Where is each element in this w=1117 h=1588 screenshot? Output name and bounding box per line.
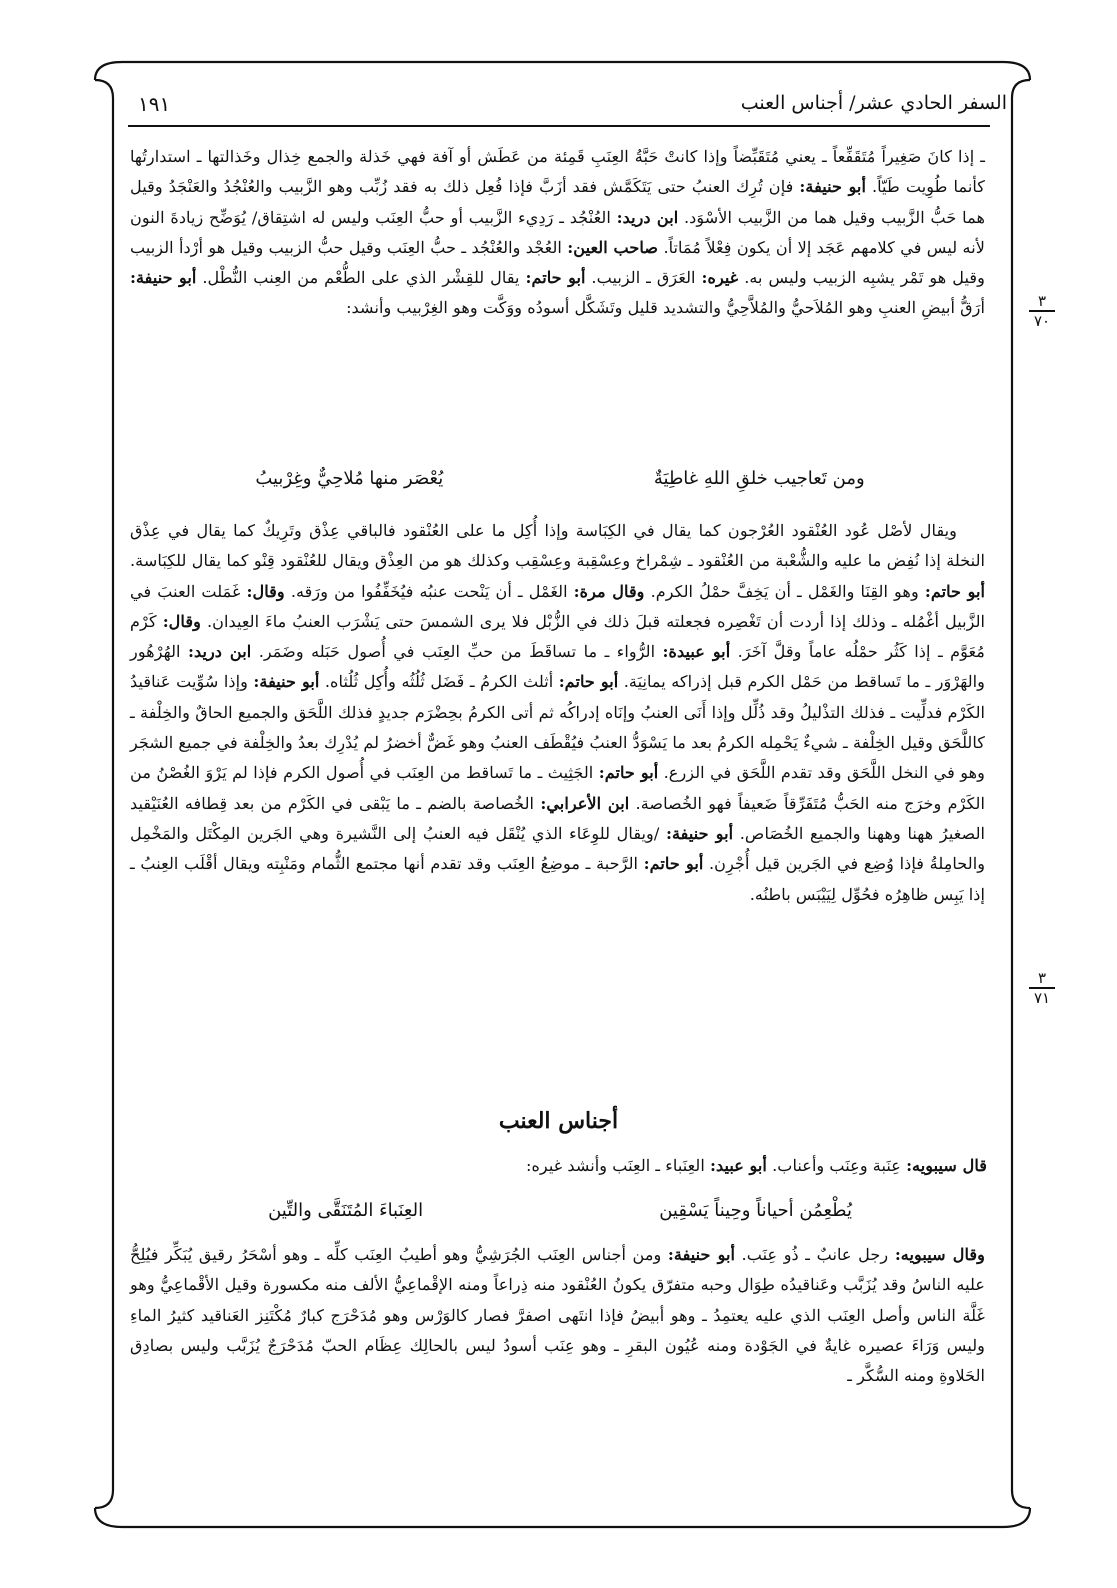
- source-name: أبو حاتم:: [924, 581, 985, 601]
- source-name: قال سيبويه:: [906, 1156, 987, 1175]
- text-segment: الرُّواء ـ ما تساقَطَ من حبِّ العِنَب في أُصول حَبَله وضَمَر.: [258, 642, 656, 662]
- source-name: وقال مرة:: [573, 581, 645, 601]
- text-segment: العُجْد والعُنْجُد ـ حبُّ العِنَب وقيل حبُّ الزبيب وقيل هو أرْدأ الزبيب وقيل هو تَمْر يشبِه الزبيب وليس به.: [130, 237, 985, 288]
- running-header-title: السفر الحادي عشر/ أجناس العنب: [740, 92, 1007, 114]
- text-segment: العِنَباء ـ العِنَب وأنشد غيره:: [525, 1156, 705, 1175]
- text-segment: الرَّحبة ـ موضِعُ العِنَب وقد تقدم أنها مجتمع الثُّمام ومَنْبِته ويقال أقْلَب العِنبُ ـ إذا يَبِس ظاهِرُه فحُوِّل لِيَيْبَس باطنُه.: [130, 854, 985, 904]
- source-name: ابن دريد:: [616, 207, 679, 227]
- folio-volume: ٣: [1037, 969, 1047, 987]
- source-name: غيره:: [701, 268, 739, 288]
- source-name: أبو حاتم:: [598, 763, 659, 783]
- text-segment: /ويقال للوِعَاء الذي يُنْقَل فيه العنبُ إلى النَّشيرة وهي الجَرين المِكْتَل والمَخْمِل والحامِلةُ فإذا وُضِع في الجَرين قيل أُجْرِن.: [130, 823, 986, 874]
- source-name: أبو حنيفة:: [799, 177, 866, 197]
- paragraph-cluster-terms: [130, 516, 985, 910]
- folio-marker: [1022, 293, 1062, 329]
- verse-hemistich-second: يُعْصَر منها مُلاحِيٌّ وغِرْبيبُ: [255, 468, 444, 489]
- text-segment: فإن تُرِك العنبُ حتى يَتَكَمَّش فقد أزَبَّ فإذا فُعِل ذلك به فقد زُبِّب وهو الزَّبيب والعُنْجُدُ والعَنْجَدُ وقيل هما حَبُّ الزَّبيب وقيل هما من الزَّبيب الأسْوَد.: [130, 177, 985, 227]
- text-segment: الخُصاصة بالضم ـ ما يَبْقى في الكَرْم من بعد قِطافه العُنَيْقيد الصغيرُ ههنا وههنا والجميع الخُصَاص.: [130, 793, 986, 843]
- verse-hemistich-first: ومن تَعاجيب خلقِ اللهِ غاطِيَةٌ: [653, 468, 865, 489]
- text-segment: الغَمْل ـ أن يَنْحت عنبُه فيُخَفِّفُوا من ورَقه.: [290, 581, 568, 601]
- text-segment: أثلث الكرمُ ـ فَضَل ثُلُثُه وأُكِل ثُلُثاه.: [324, 672, 554, 692]
- text-segment: الهُرْهُور والهَرْوَر ـ ما تَساقط من حَمْل الكرم قبل إذراكه يمانِيَة.: [130, 642, 985, 692]
- source-name: أبو حنيفة:: [130, 268, 197, 288]
- paragraph-grape-terms: [130, 142, 985, 324]
- source-name: أبو عبيد:: [710, 1156, 767, 1175]
- text-segment: وإذا سُوِّيت عَناقيدُ الكَرْم فدلِّيت ـ فذلك التذْليلُ وقد ذُلِّل وإذا أَنَى العنبُ وإنَاه إدراكُه ثم أتى الكرمُ بحِضْرَم جديدٍ فذلك اللَّحَق والجميع الحاقٌ والخِلْفة ـ كاللَّحَق وقيل الخِلْفة ـ شيءٌ يَحْمِله الكرمُ بعد ما يَسْوَدُّ العنبُ فيُقْطَف العنبُ وهو غَضٌّ أخضرُ لم يُدْرِك بعدُ والخِلْفة في جميع الشجَر وهو في النخل اللَّحَق وقد تقدم اللَّحَق في الزرع.: [130, 672, 985, 783]
- text-segment: ـ إذا كانَ صَغِيراً مُتَقَفِّعاً ـ يعني مُتَقَبِّضاً وإذا كانتْ حَبَّةُ العِنَبِ قَمِئة من عَطَش أو آفة فهي خَذلة والجمع خِذال وخَذالتها ـ استدارتُها كأنما طُوِيت طَيّاً.: [130, 147, 985, 197]
- text-segment: أرَقُّ أبيضِ العنبِ وهو المُلاَحيُّ والمُلاَّحِيُّ والتشديد قليل وتَشَكَّل أسودُه ووَكَّت وهو الغِرْبيب وأنشد:: [346, 298, 985, 318]
- poetry-verse: [150, 468, 970, 489]
- source-name: وقال:: [246, 581, 285, 601]
- source-name: أبو حنيفة:: [667, 1245, 735, 1264]
- text-segment: ومن أجناس العِنَب الجُرَشِيُّ وهو أطيبُ العِنَب كلِّه ـ وهو أسْحَرُ رقيق يُبَكِّر فيُلِحُّ عليه الناسُ وقد يُزَبَّب وعَناقيدُه طِوَال وحبه متفرّق يكونُ العُنْقود منه ذِراعاً ومنه الإقْماعِيُّ الألف منه مكسورة وقيل الأقْماعِيُّ وهو غَلَّة الناس وأصل العِنَب الذي عليه يعتمِدُ ـ وهو أبيضُ فإذا انتَهى اصفرَّ فصار كالوَرْس وهو مُدَحْرَج كبارٌ مُكْتَنِز العَناقيد كثيرُ الماءِ وليس وَرَاءَ عصيره غايةٌ في الجَوْدة ومنه عُيُون البقرِ ـ وهو عِنَب أسودُ ليس بالحالِك عِظَام الحبّ مُدَحْرَجٌ يُزَبَّب وليس بصادِق الحَلاوةِ ومنه السُّكَّر ـ: [130, 1245, 985, 1386]
- text-segment: كَرْم مُعَوَّم ـ إذا كَثُر حمْلُه عاماً وقلَّ آخَرَ.: [130, 611, 985, 662]
- paragraph-grape-varieties: [130, 1240, 985, 1391]
- verse-hemistich-first: يُطْعِمُن أحياناً وحِيناً يَسْقِين: [659, 1200, 852, 1221]
- source-name: أبو حنيفة:: [253, 672, 320, 692]
- text-segment: عِنَبة وعِنَب وأعناب.: [772, 1156, 901, 1175]
- text-segment: العَرَق ـ الزبيب.: [591, 268, 696, 288]
- poetry-verse: [150, 1200, 970, 1221]
- source-name: صاحب العين:: [567, 237, 659, 257]
- source-name: وقال سيبويه:: [894, 1245, 985, 1264]
- page-number: ١٩١: [138, 92, 171, 116]
- folio-volume: ٣: [1037, 292, 1047, 310]
- source-name: أبو عبيدة:: [662, 642, 731, 662]
- source-name: ابن الأعرابي:: [540, 793, 630, 813]
- text-segment: الجَثِيث ـ ما تَساقط من العِنَب في أُصول الكرم فإذا لم يَرْوَ الغُصْنُ من الكَرْم وخرَج منه الحَبُّ مُتَفَرِّقاً ضَعيفاً فهو الخُصاصة.: [130, 763, 985, 813]
- text-segment: ويقال لأصْل عُود العُنْقود العُرْجون كما يقال في الكِبَاسة وإذا أُكِل ما على العُنْقود فالباقي عِذْق وتَرِيكٌ كما يقال في عِذْق النخلة إذا نُفِض ما عليه والشُّعْبة من العُنْقود ـ شِمْراخ وعِسْقِبة وعِسْقِب وكذلك هو من العِذْق ويقال للعُنْقود قِنْو كما يقال للكِبَاسة.: [130, 521, 985, 571]
- folio-marker: [1022, 970, 1062, 1006]
- text-segment: يقال للقِشْر الذي على الطُّعْم من العِنب النُّطْل.: [202, 268, 520, 288]
- text-segment: العُنْجُد ـ رَدِيء الزَّبيب أو حبُّ العِنَب وليس له اشتِقاق/ يُوَضِّح زيادةَ النون لأنه ليس في كلامهم عَجَد إلا أن يكون فِعْلاً مُمَاتاً.: [130, 207, 985, 257]
- section-intro: [132, 1156, 987, 1175]
- text-segment: وهو القِنَا والغَمْل ـ أن يَخِفَّ حمْلُ الكرم.: [650, 581, 919, 601]
- source-name: أبو حاتم:: [558, 672, 619, 692]
- source-name: وقال:: [162, 611, 201, 631]
- text-segment: غَمَلت العنبَ في الزَّبيل أغْمُله ـ وذلك إذا أردت أن تَغْصِره فجعلته قبلَ ذلك في الزُّبْل فلا يرى الشمسَ حتى يَشْرَب العنبُ ماءَ العِيدان.: [130, 581, 985, 631]
- source-name: أبو حاتم:: [525, 268, 586, 288]
- section-heading: أجناس العنب: [498, 1108, 619, 1134]
- source-name: أبو حاتم:: [643, 854, 704, 874]
- source-name: أبو حنيفة:: [666, 823, 734, 843]
- text-segment: رجل عانبٌ ـ ذُو عِنَب.: [741, 1245, 889, 1264]
- source-name: ابن دريد:: [187, 642, 252, 662]
- folio-leaf: ٧١: [1033, 988, 1051, 1007]
- verse-hemistich-second: العِنَباءَ المُتَنَقَّى والتِّين: [268, 1200, 424, 1221]
- folio-leaf: ٧٠: [1033, 311, 1051, 330]
